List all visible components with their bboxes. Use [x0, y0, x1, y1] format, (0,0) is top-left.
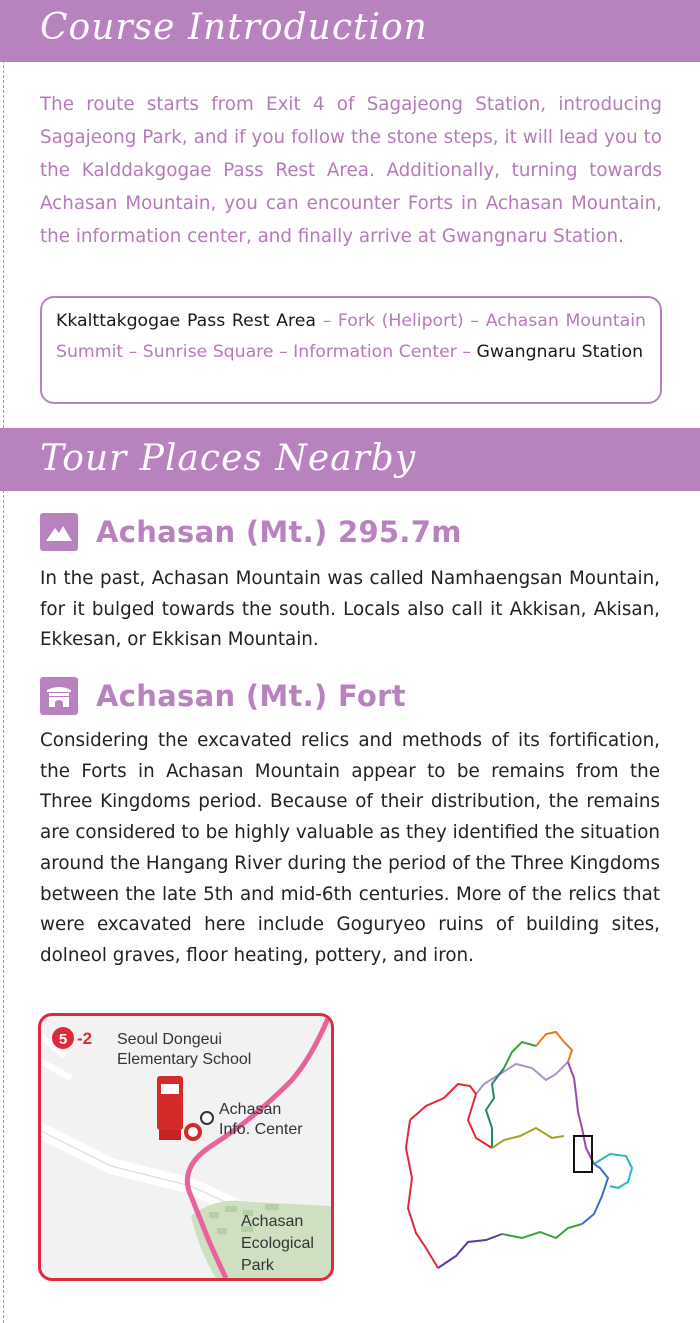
- route-end: Gwangnaru Station: [476, 341, 644, 362]
- map-label-park-line1: Achasan: [241, 1213, 304, 1230]
- place-description-achasan-fort: Considering the excavated relics and methods of its fortification, the Forts in Achasan Mountain appear to be remains from the Three Kingdoms period. Because of their distribution, the remains are considered to be highly valuable as they identified the situation around the Hangang River during the period of the Three Kingdoms between the late 5th and mid-6th centuries. More of the relics that were excavated here include Goguryeo ruins of building sites, dolneol graves, floor heating, pottery, and iron.: [40, 730, 660, 966]
- map-label-info-line1: Achasan: [219, 1101, 282, 1118]
- route-summary-box: [40, 296, 662, 404]
- route-start: Kkalttakgogae Pass Rest Area: [56, 311, 316, 331]
- mountain-icon: [40, 513, 78, 551]
- map-marker-number: 5: [58, 1031, 68, 1048]
- map-label-info-line2: Info. Center: [219, 1121, 303, 1138]
- tour-places-heading: Tour Places Nearby: [40, 438, 417, 479]
- course-introduction-paragraph: The route starts from Exit 4 of Sagajeong Station, introducing Sagajeong Park, and if you follow the stone steps, it will lead you to the Kalddakgogae Pass Rest Area. Additionally, turning towards Achasan Mountain, you can encounter Forts in Achasan Mountain, the information center, and finally arrive at Gwangnaru Station.: [40, 94, 662, 247]
- route-overview-map: [396, 1028, 638, 1276]
- local-map-drawing: [41, 1016, 331, 1278]
- route-middle: – Fork (Heliport) – Achasan Mountain Summit – Sunrise Square – Information Center –: [56, 311, 646, 362]
- local-map: [38, 1013, 334, 1281]
- page-edge-dashed: [3, 0, 4, 1323]
- fortress-gate-icon: [40, 677, 78, 715]
- map-label-school-line2: Elementary School: [117, 1051, 252, 1068]
- map-marker-suffix: -2: [77, 1029, 93, 1048]
- place-title: Achasan (Mt.) 295.7m: [96, 515, 462, 549]
- course-introduction-banner: [0, 0, 700, 62]
- place-heading-achasan-mountain: [40, 512, 462, 552]
- tour-places-banner: [0, 428, 700, 491]
- place-title: Achasan (Mt.) Fort: [96, 679, 406, 713]
- place-description-achasan-mountain: In the past, Achasan Mountain was called Namhaengsan Mountain, for it bulged towards the south. Locals also call it Akkisan, Akisan, Ekkesan, or Ekkisan Mountain.: [40, 568, 660, 651]
- place-heading-achasan-fort: [40, 676, 406, 716]
- map-label-park-line2: Ecological: [241, 1235, 314, 1252]
- map-label-park-line3: Park: [241, 1257, 274, 1274]
- map-label-school-line1: Seoul Dongeui: [117, 1031, 222, 1048]
- course-introduction-heading: Course Introduction: [40, 7, 428, 48]
